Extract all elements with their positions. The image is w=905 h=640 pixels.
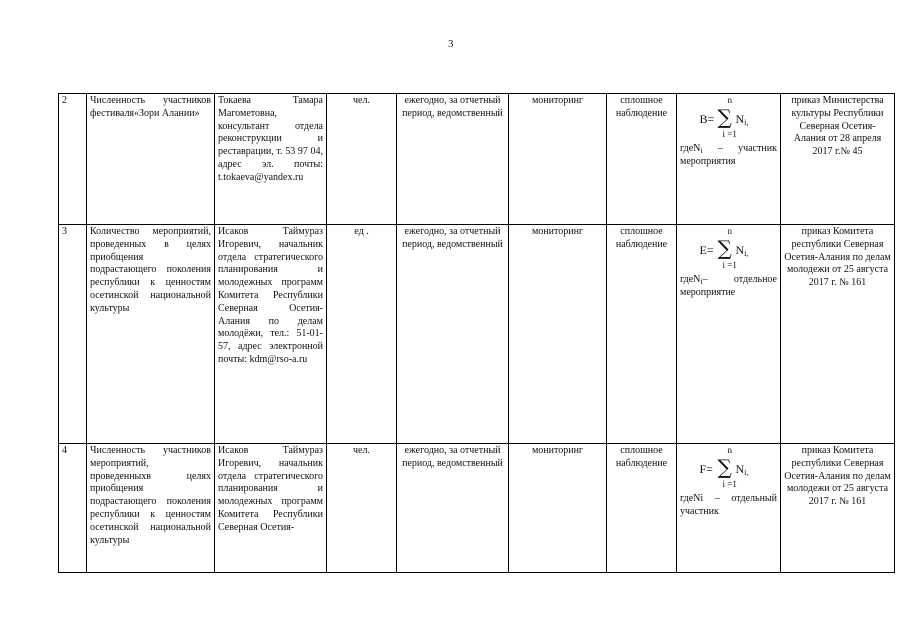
sigma-symbol: ∑	[717, 105, 732, 129]
formula-legend	[680, 272, 777, 300]
unit-of-measure: ед .	[327, 225, 397, 444]
unit-of-measure: чел.	[327, 94, 397, 225]
formula-term	[736, 112, 749, 128]
collection-method: мониторинг	[509, 225, 607, 444]
collection-method: мониторинг	[509, 94, 607, 225]
table-row	[59, 225, 895, 444]
periodicity: ежегодно, за отчетный период, ведомственный	[397, 444, 509, 573]
table-row	[59, 94, 895, 225]
formula-legend-subscript: i	[700, 277, 703, 286]
formula-legend	[680, 141, 777, 169]
formula-lhs: F=	[699, 462, 713, 476]
indicator-name: Численность участников фестиваля«Зори Алании»	[87, 94, 215, 225]
indicator-name: Численность участников мероприятий, проведенныхв целях приобщения подрастающего поколения республики к ценностям осетинской национальной культуры	[87, 444, 215, 573]
row-number: 4	[59, 444, 87, 573]
page-number: 3	[448, 38, 454, 50]
sigma-symbol: ∑	[717, 236, 732, 260]
formula-legend-text: – отдельное мероприятие	[680, 274, 777, 299]
sigma-symbol: ∑	[717, 455, 732, 479]
collection-method: мониторинг	[509, 444, 607, 573]
formula-upper-limit: n	[727, 445, 732, 455]
indicator-name: Количество мероприятий, проведенных в целях приобщения подрастающего поколения республики к ценностям осетинской национальной культуры	[87, 225, 215, 444]
formula-term-letter: N	[735, 462, 745, 476]
formula-lhs: B=	[699, 112, 715, 126]
observation-coverage: сплошное наблюдение	[607, 444, 677, 573]
formula-term-letter: N	[735, 243, 745, 257]
formula-term	[736, 243, 749, 259]
calculation-formula	[677, 444, 781, 573]
formula-upper-limit: n	[727, 95, 732, 105]
formula-lower-limit: i =1	[722, 479, 737, 489]
formula-term	[736, 462, 749, 478]
formula-lhs: E=	[699, 243, 714, 257]
formula-lower-limit: i =1	[722, 260, 737, 270]
table-row	[59, 444, 895, 573]
row-number: 2	[59, 94, 87, 225]
responsible-person: Токаева Тамара Магометовна, консультант отдела реконструкции и реставрации, т. 53 97 04, адрес эл. почты: t.tokaeva@yandex.ru	[215, 94, 327, 225]
formula-term-letter: N	[735, 112, 745, 126]
row-number: 3	[59, 225, 87, 444]
regulatory-act: приказ Министерства культуры Республики Северная Осетия-Алания от 28 апреля 2017 г.№ 45	[781, 94, 895, 225]
regulatory-act: приказ Комитета республики Северная Осетия-Алания по делам молодежи от 25 августа 2017 г. № 161	[781, 225, 895, 444]
observation-coverage: сплошное наблюдение	[607, 94, 677, 225]
formula-term-subscript: i,	[744, 468, 749, 477]
formula-legend	[680, 491, 777, 519]
responsible-person: Исаков Таймураз Игоревич, начальник отдела стратегического планирования и молодежных программ Комитета Республики Северная Осетия-Алания по делам молодёжи, тел.: 51-01-57, адрес электронной почты: kdm@rso-a.ru	[215, 225, 327, 444]
sum-formula	[685, 445, 773, 491]
indicators-table	[58, 93, 895, 573]
formula-term-subscript: i,	[744, 118, 749, 127]
regulatory-act: приказ Комитета республики Северная Осетия-Алания по делам молодежи от 25 августа 2017 г. № 161	[781, 444, 895, 573]
periodicity: ежегодно, за отчетный период, ведомственный	[397, 94, 509, 225]
observation-coverage: сплошное наблюдение	[607, 225, 677, 444]
calculation-formula	[677, 225, 781, 444]
formula-legend-text: – отдельный участник	[680, 493, 777, 518]
formula-legend-text: – участник мероприятия	[680, 143, 777, 168]
formula-lower-limit: i =1	[722, 129, 737, 139]
unit-of-measure: чел.	[327, 444, 397, 573]
formula-legend-subscript: i	[700, 146, 703, 155]
sum-formula	[685, 226, 773, 272]
formula-term-subscript: i,	[744, 249, 749, 258]
periodicity: ежегодно, за отчетный период, ведомственный	[397, 225, 509, 444]
calculation-formula	[677, 94, 781, 225]
formula-legend-prefix: гдеN	[680, 143, 701, 154]
formula-legend-prefix: гдеN	[680, 274, 701, 285]
formula-upper-limit: n	[727, 226, 732, 236]
sum-formula	[685, 95, 773, 141]
responsible-person: Исаков Таймураз Игоревич, начальник отдела стратегического планирования и молодежных программ Комитета Республики Северная Осетия-	[215, 444, 327, 573]
formula-legend-prefix: гдеNi	[680, 493, 704, 504]
